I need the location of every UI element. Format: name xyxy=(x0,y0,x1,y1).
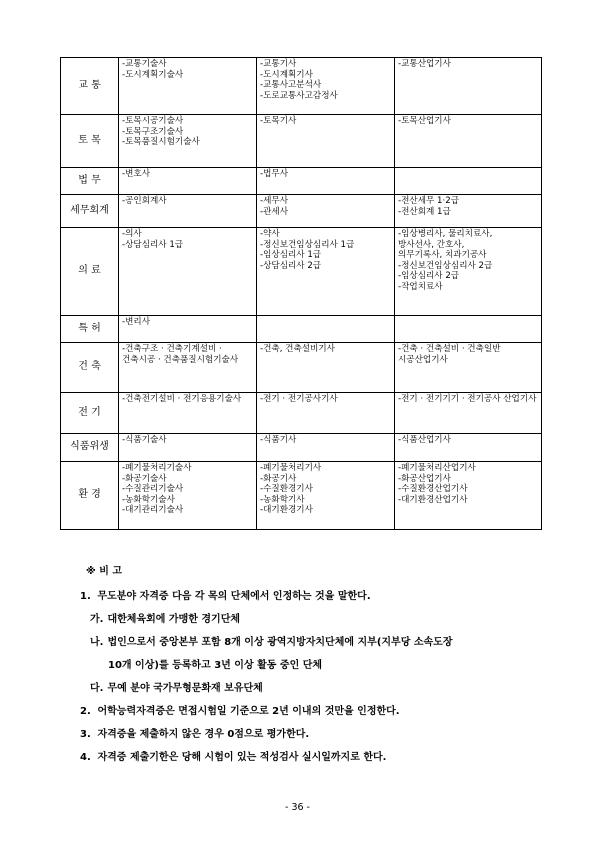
engineer-cell xyxy=(257,393,395,434)
qualification-item: -대기환경기사 xyxy=(260,505,313,516)
qualification-item: -교통사고분석사 xyxy=(260,80,322,91)
qualification-item: 방사선사, 간호사, xyxy=(398,239,465,250)
qualification-item: -화공기사 xyxy=(260,473,297,484)
table-row xyxy=(61,115,542,168)
remark-number: 가. xyxy=(90,614,104,625)
engineer-cell xyxy=(257,228,395,316)
category-cell: 환 경 xyxy=(61,462,119,530)
remark-number: 4. xyxy=(80,752,91,763)
qualification-item: -교통기술사 xyxy=(122,59,167,69)
remark-text: 무도분야 자격증 다음 각 목의 단체에서 인정하는 것을 말한다. xyxy=(97,591,371,602)
remark-text: 어학능력자격증은 면접시험일 기준으로 2년 이내의 것만을 인정한다. xyxy=(97,706,400,717)
qualification-item: -수질환경기사 xyxy=(260,484,313,495)
qualification-item: -변리사 xyxy=(122,317,151,327)
industrial-cell xyxy=(395,58,542,115)
qualification-item: -도로교통사고감정사 xyxy=(260,90,338,101)
category-cell: 세무회계 xyxy=(61,195,119,228)
table-row xyxy=(61,195,542,228)
qualification-item: -도시계획기술사 xyxy=(122,69,184,80)
qualification-item: -변호사 xyxy=(122,169,151,179)
qualification-item: -건축 · 건축설비 · 건축일반 시공산업기사 xyxy=(398,344,501,365)
remark-text: 법인으로서 중앙본부 포함 8개 이상 광역지방자치단체에 지부(지부당 소속도장 xyxy=(107,637,453,648)
remark-text: 자격증 제출기한은 당해 시험이 있는 적성검사 실시일까지로 한다. xyxy=(97,752,387,763)
qualification-item: -약사 xyxy=(260,229,280,239)
qualification-item: -임상심리사 1급 xyxy=(260,250,322,261)
industrial-cell xyxy=(395,462,542,530)
remark-item xyxy=(80,752,550,764)
qualification-item: -토목기사 xyxy=(260,116,297,126)
qualification-item: -작업치료사 xyxy=(398,281,443,292)
industrial-cell xyxy=(395,228,542,316)
remark-number: 나. xyxy=(90,637,104,648)
engineer-cell xyxy=(257,115,395,168)
qualification-item: -건축전기설비 · 전기응용기술사 xyxy=(122,394,242,404)
qualification-item: -도시계획기사 xyxy=(260,69,313,80)
remark-number: 1. xyxy=(80,591,91,602)
qualification-item: -정신보건임상심리사 1급 xyxy=(260,239,355,250)
industrial-cell xyxy=(395,168,542,195)
industrial-cell xyxy=(395,343,542,393)
engineer-cell xyxy=(257,58,395,115)
qualification-item: -식품기술사 xyxy=(122,435,167,445)
qualification-table xyxy=(60,57,542,530)
technician-cell xyxy=(119,343,257,393)
table-row xyxy=(61,58,542,115)
category-cell: 건 축 xyxy=(61,343,119,393)
table-row xyxy=(61,168,542,195)
technician-cell xyxy=(119,462,257,530)
table-row xyxy=(61,434,542,462)
industrial-cell xyxy=(395,115,542,168)
remarks-title: ※ 비 고 xyxy=(86,566,123,577)
table-row xyxy=(61,393,542,434)
remark-text: 자격증을 제출하지 않은 경우 0점으로 평가한다. xyxy=(97,729,310,740)
qualification-item: -식품산업기사 xyxy=(398,435,451,445)
qualification-table-container xyxy=(60,57,541,530)
qualification-item: -전산회계 1급 xyxy=(398,206,451,217)
category-cell: 법 무 xyxy=(61,168,119,195)
remark-item xyxy=(80,614,550,626)
qualification-item: -토목시공기술사 xyxy=(122,116,184,126)
industrial-cell xyxy=(395,434,542,462)
qualification-item: -건축구조 · 건축기계설비 · 건축시공 · 건축품질시험기술사 xyxy=(122,344,239,365)
qualification-item: -임상병리사, 물리치료사, xyxy=(398,229,493,239)
industrial-cell xyxy=(395,316,542,343)
qualification-item: -교통기사 xyxy=(260,59,297,69)
table-row xyxy=(61,228,542,316)
engineer-cell xyxy=(257,434,395,462)
qualification-item: -공인회계사 xyxy=(122,196,167,206)
technician-cell xyxy=(119,228,257,316)
technician-cell xyxy=(119,58,257,115)
remark-item xyxy=(80,637,550,649)
technician-cell xyxy=(119,316,257,343)
technician-cell xyxy=(119,393,257,434)
qualification-item: -전기 · 전기기기 · 전기공사 산업기사 xyxy=(398,394,537,404)
remark-number: 3. xyxy=(80,729,91,740)
industrial-cell xyxy=(395,195,542,228)
qualification-item: -교통산업기사 xyxy=(398,59,451,69)
qualification-item: -대기환경산업기사 xyxy=(398,494,468,505)
qualification-item: -관세사 xyxy=(260,206,289,217)
engineer-cell xyxy=(257,168,395,195)
qualification-item: -상담심리사 2급 xyxy=(260,260,322,271)
remarks-list xyxy=(80,591,550,764)
remarks-section xyxy=(80,562,550,775)
qualification-item: -정신보건임상심리사 2급 xyxy=(398,260,493,271)
qualification-item: -의사 xyxy=(122,229,142,239)
qualification-item: -폐기물처리기술사 xyxy=(122,463,192,473)
qualification-item: -농화학기술사 xyxy=(122,494,175,505)
qualification-item: -법무사 xyxy=(260,169,289,179)
category-cell: 특 허 xyxy=(61,316,119,343)
engineer-cell xyxy=(257,462,395,530)
qualification-item: -토목산업기사 xyxy=(398,116,451,126)
remark-text: 대한체육회에 가맹한 경기단체 xyxy=(107,614,241,625)
qualification-item: -폐기물처리기사 xyxy=(260,463,322,473)
remark-item xyxy=(80,591,550,603)
qualification-item: -화공기술사 xyxy=(122,473,167,484)
qualification-item: -상담심리사 1급 xyxy=(122,239,184,250)
engineer-cell xyxy=(257,316,395,343)
qualification-item: -임상심리사 2급 xyxy=(398,271,460,282)
category-cell: 전 기 xyxy=(61,393,119,434)
qualification-item: -농화학기사 xyxy=(260,494,305,505)
page-number: - 36 - xyxy=(285,802,310,813)
qualification-item: -건축, 건축설비기사 xyxy=(260,344,335,354)
qualification-item: -식품기사 xyxy=(260,435,297,445)
remark-text: 무예 분야 국가무형문화재 보유단체 xyxy=(107,683,263,694)
remark-item xyxy=(80,683,550,695)
qualification-item: -수질환경산업기사 xyxy=(398,484,468,495)
category-cell: 식품위생 xyxy=(61,434,119,462)
industrial-cell xyxy=(395,393,542,434)
category-cell: 토 목 xyxy=(61,115,119,168)
technician-cell xyxy=(119,195,257,228)
table-row xyxy=(61,316,542,343)
qualification-item: -폐기물처리산업기사 xyxy=(398,463,476,473)
remark-item xyxy=(80,729,550,741)
remark-item xyxy=(80,706,550,718)
qualification-item: -전기 · 전기공사기사 xyxy=(260,394,338,404)
table-row xyxy=(61,343,542,393)
engineer-cell xyxy=(257,343,395,393)
qualification-item: 의무기록사, 치과기공사 xyxy=(398,250,487,261)
technician-cell xyxy=(119,168,257,195)
qualification-item: -대기관리기술사 xyxy=(122,505,184,516)
category-cell: 교 통 xyxy=(61,58,119,115)
qualification-item: -토목구조기술사 xyxy=(122,126,184,137)
remark-number: 2. xyxy=(80,706,91,717)
qualification-item: -전산세무 1·2급 xyxy=(398,196,460,206)
remark-text: 10개 이상)를 등록하고 3년 이상 활동 중인 단체 xyxy=(108,660,323,671)
qualification-item: -수질관리기술사 xyxy=(122,484,184,495)
qualification-item: -화공산업기사 xyxy=(398,473,451,484)
remark-number: 다. xyxy=(90,683,104,694)
technician-cell xyxy=(119,434,257,462)
qualification-item: -토목품질시험기술사 xyxy=(122,137,200,148)
table-row xyxy=(61,462,542,530)
qualification-item: -세무사 xyxy=(260,196,289,206)
category-cell: 의 료 xyxy=(61,228,119,316)
qualification-table-body xyxy=(61,58,542,530)
engineer-cell xyxy=(257,195,395,228)
technician-cell xyxy=(119,115,257,168)
remark-item xyxy=(80,660,550,672)
